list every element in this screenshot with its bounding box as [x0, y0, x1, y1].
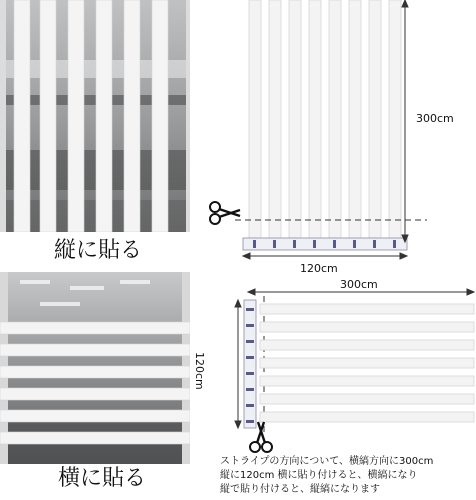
vertical-stripe-photo [0, 0, 190, 232]
note-line-1: ストライプの方向について、横縞方向に300cm [220, 456, 434, 467]
horizontal-stripe-photo [0, 272, 190, 464]
note-line-2: 縦に120cm 横に貼り付けると、横縞になり [220, 470, 418, 481]
horizontal-diagram [200, 276, 476, 456]
vertical-stripe-photo-svg [0, 0, 190, 232]
scissors-icon [248, 420, 274, 454]
horizontal-width-label: 300cm [340, 278, 378, 291]
horizontal-stripe-photo-svg [0, 272, 190, 464]
horizontal-diagram-roll [244, 300, 256, 428]
vertical-caption: 縦に貼る [54, 238, 143, 263]
vertical-diagram-stripes [249, 0, 401, 240]
vertical-height-label: 300cm [416, 112, 454, 125]
horizontal-diagram-stripes [260, 304, 474, 422]
scissors-icon [208, 200, 242, 226]
horizontal-height-label: 120cm [193, 352, 206, 390]
note-line-3: 縦で貼り付けると、縦縞になります [220, 484, 380, 495]
vertical-width-label: 120cm [300, 262, 338, 275]
horizontal-caption: 横に貼る [58, 466, 147, 491]
vertical-diagram-roll [243, 238, 407, 250]
vertical-diagram [195, 0, 476, 280]
